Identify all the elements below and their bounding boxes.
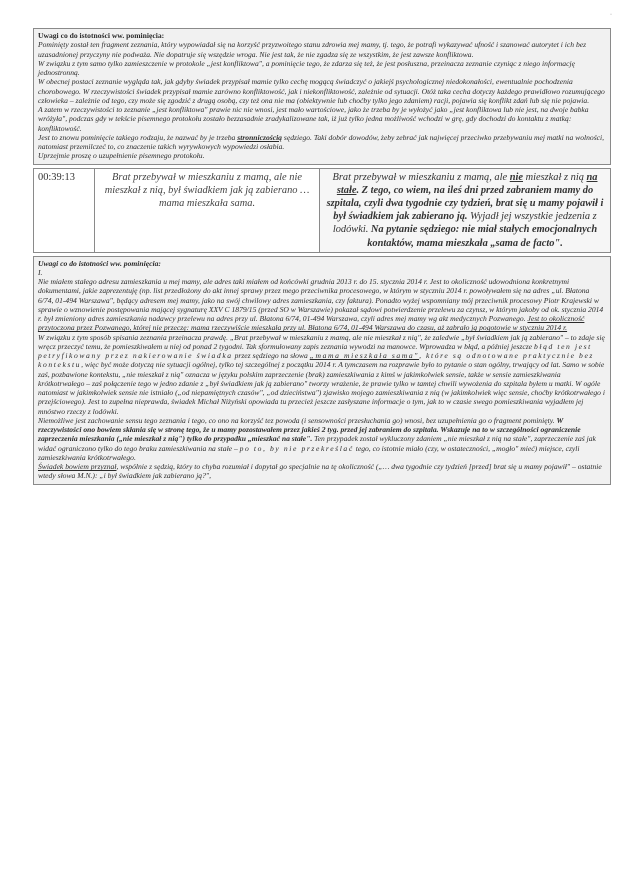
note1-paragraph-5: Jest to znowu pominięcie takiego rodzaju, że nazwać by je trzeba stronniczością sędziego. Taki dobór dowodów, żeby zebrać jak najwięcej przeciwko przebywaniu mej matki na wolności, natomiast przemilczeć to, co znaczenie takich wyrywkowych wypowiedzi osłabia. [38, 132, 605, 151]
note-box-2 [33, 256, 611, 485]
note2-paragraph-4: Świadek bowiem przyznał, wspólnie z sędzią, który to chyba rozumiał i dopytał go specjalnie na tę okoliczność („… dwa tygodnie czy tydzień [przed] brat się u mamy pojawił" – ostatnie wtedy słowa M.N.): „i był świadkiem jak zabierano ją?", [38, 462, 602, 481]
comparison-table [33, 168, 611, 253]
note1-paragraph-2: W związku z tym samo tylko zamieszczenie w protokole „jest konfliktowa", a pominięcie tego, że zdarza się też, że jest posłuszna, przeinacza zeznanie czyniąc z niego informację jednostronną. [38, 58, 575, 77]
timestamp: 00:39:13 [34, 168, 95, 252]
note1-request: Uprzejmie proszę o uzupełnienie pisemnego protokołu. [38, 151, 205, 161]
note1-heading: Uwagi co do istotności ww. pominięcia: [38, 31, 165, 40]
note1-paragraph-1: Pominięty został ten fragment zeznania, który wypowiadał się na korzyść przyzwoitego stanu zdrowia mej mamy, tj. tego, że potrafi wykazywać ufność i szanować autorytet i ich bez uzasadnionej przyczyny nie podważa. Nie dopatruje się wszędzie wroga. Nie jest tak, że nie zgadza się ze wszystkim, że jest zawsze konfliktowa. [38, 40, 587, 59]
note2-paragraph-1: Nie miałem stałego adresu zamieszkania u mej mamy, ale adres taki miałem od końcówki grudnia 2013 r. do 15. stycznia 2014 r. Jest to okoliczność udowodniona konkretnymi dokumentami, jakie zaprezentuję (np. list przedłożony do akt innej sprawy przez mego przeciwnika procesowego, w którym w styczniu 2014 r. powoływałem się na adres „ul. Błatona 6/74, 01-494 Warszawa", będący adresem mej mamy, jako na swój chwilowy adres zamieszkania, czy faktura). Ponadto wyżej wspomniany mój przeciwnik procesowy Piotr Krajewski w sprawie o wznowienie postępowania mającej sygnaturę XXV C 1879/15 (przed SO w Warszawie) pokazał sądowi potwierdzenie przelewu za czynsz, w którym jakoby od ok. stycznia 2014 r. był zmieniony adres zamieszkania nadawcy przelewu na adres przy ul. Błatona 6/74, 01-494 Warszawa, czyli adres mej mamy wg akt medycznych Pozwanego. Jest to okoliczność przytoczona przez Pozwanego, której nie przeczę: mama rzeczywiście mieszkała przy ul. Błatona 6/74, 01-494 Warszawa do czasu, aż zabrało ją pogotowie w styczniu 2014 r. [38, 277, 604, 333]
note1-paragraph-4: A zatem w rzeczywistości to zeznanie „jest konfliktowa" prawie nic nie wnosi, jest mało wartościowe, jako że trzeba by je wyłożyć jako „jest konfliktowa lub nie jest, na dwoje babka wróżyła", podczas gdy w tekście pisemnego protokołu zostało bezzasadnie zradykalizowane tak, iż już tylko jedna możliwość wchodzi w grę, gdy dochodzi do kontaktu z matką: konfliktowość. [38, 105, 589, 133]
note2-paragraph-2: W związku z tym sposób spisania zeznania przeinacza prawdę. „Brat przebywał w mieszkaniu z mamą, ale nie mieszkał z nią", że zaledwie „był świadkiem jak ją zabierano" – to zdaje się wręcz przeczyć temu, że pomieszkiwałem u niej od ponad 2 tygodni. Tak sformułowany zapis zeznania wywodzi na manowce. Wprowadza w błąd, a później jeszcze błąd ten jest petryfikowany przez nakierowanie świadka przez sędziego na słowa „mama mieszkała sama", które są odnotowane praktycznie bez kontekstu, więc być może dotyczą nie sytuacji ogólnej, tylko tej szczególnej z początku 2014 r. A tymczasem na rozprawie było to pytanie o stan ogólny, trwający od lat. Samo w sobie zaś, pozbawione kontekstu, „nie mieszkał z nią" oznacza w języku polskim zaprzeczenie (brak) zamieszkiwania z kimś w jakimkolwiek sensie, także w sensie zamieszkiwania krótkotrwałego – zaś połączenie tego w jedno zdanie z „był świadkiem jak ją zabierano" tworzy wrażenie, że prawie tylko w tamtej chwili wywożenia do szpitala byłem u matki. W ogóle natomiast w jakimkolwiek sensie nie istniało („od niepamiętnych czasów", „od dzieciństwa") zjawisko mojego zamieszkiwania z nią (w jakimkolwiek więc sensie, choćby krótkotrwałego i przejściowego). Jest to zupełna nieprawda, świadek Michał Niżyński opowiada tu przecież jeszcze zasłyszane informacje o tym, jak to w czasie swego pomieszkiwania wyjadłem jej mnóstwo rzeczy z lodówki. [38, 332, 605, 416]
original-protocol-text: Brat przebywał w mieszkaniu z mamą, ale nie mieszkał z nią, był świadkiem jak ją zabierano … mama mieszkała sama. [95, 168, 320, 252]
note2-roman: I. [38, 267, 43, 277]
note2-paragraph-3: Niemożliwe jest zachowanie sensu tego zeznania i tego, co ono na korzyść tez powoda (i sensowności przesłuchania go) wnosi, bez uzupełnienia go o fragment pominięty. W rzeczywistości ono bowiem skłania się w stronę tego, że u mamy pozostawałem przez jakieś 2 tyg. przed jej zabraniem do szpitala. Wskazuje na to w szczególności ograniczenie zaprzeczenia mieszkania („nie mieszkał z nią") tylko do przypadku „mieszkać na stałe". Ten przypadek został wykluczony zdaniem „nie mieszkał z nią na stałe", zaprzeczenie zaś jak widać ograniczono tylko do tego braku zamieszkiwania na stałe – po to, by nie przekreślać tego, co istotnie miało (czy, w ostateczności, „mogło" mieć) miejsce, czyli zamieszkiwania krótkotrwałego. [38, 415, 596, 462]
note-box-1 [33, 28, 611, 165]
note1-paragraph-3: W obecnej postaci zeznanie wygląda tak, jak gdyby świadek przypisał mamie tylko cechę mogącą świadczyć o jakiejś psychologicznej niedokonałości, ewentualnie pochodzenia chorobowego. W rzeczywistości świadek przypisał mamie zarówno konfliktowość, jak i niekonfliktowość, zależnie od sytuacji. Otóż taka cecha dotyczy każdego prawidłowo rozumującego człowieka – zależnie od tego, czy może się zgodzić z drugą osobą, czy też ona nie ma (obiektywnie lub choćby tylko jego zdaniem) racji, pojawia się konflikt zdań lub się nie pojawia. [38, 77, 605, 105]
corrected-text: Brat przebywał w mieszkaniu z mamą, ale nie mieszkał z nią na stałe. Z tego, co wiem, na ileś dni przed zabraniem mamy do szpitala, czyli dwa tygodnie czy tydzień, brat się u mamy pojawił i był świadkiem jak zabierano ją. Wyjadł jej wszystkie jedzenia z lodówki. Na pytanie sędziego: nie miał stałych emocjonalnych kontaktów, mama mieszkała „sama de facto". [320, 168, 611, 252]
note2-heading: Uwagi co do istotności ww. pominięcia: [38, 258, 161, 268]
document-page [33, 28, 611, 485]
page-corner-mark: · [610, 12, 612, 18]
stronniczosc-term: stronniczością [237, 132, 282, 142]
